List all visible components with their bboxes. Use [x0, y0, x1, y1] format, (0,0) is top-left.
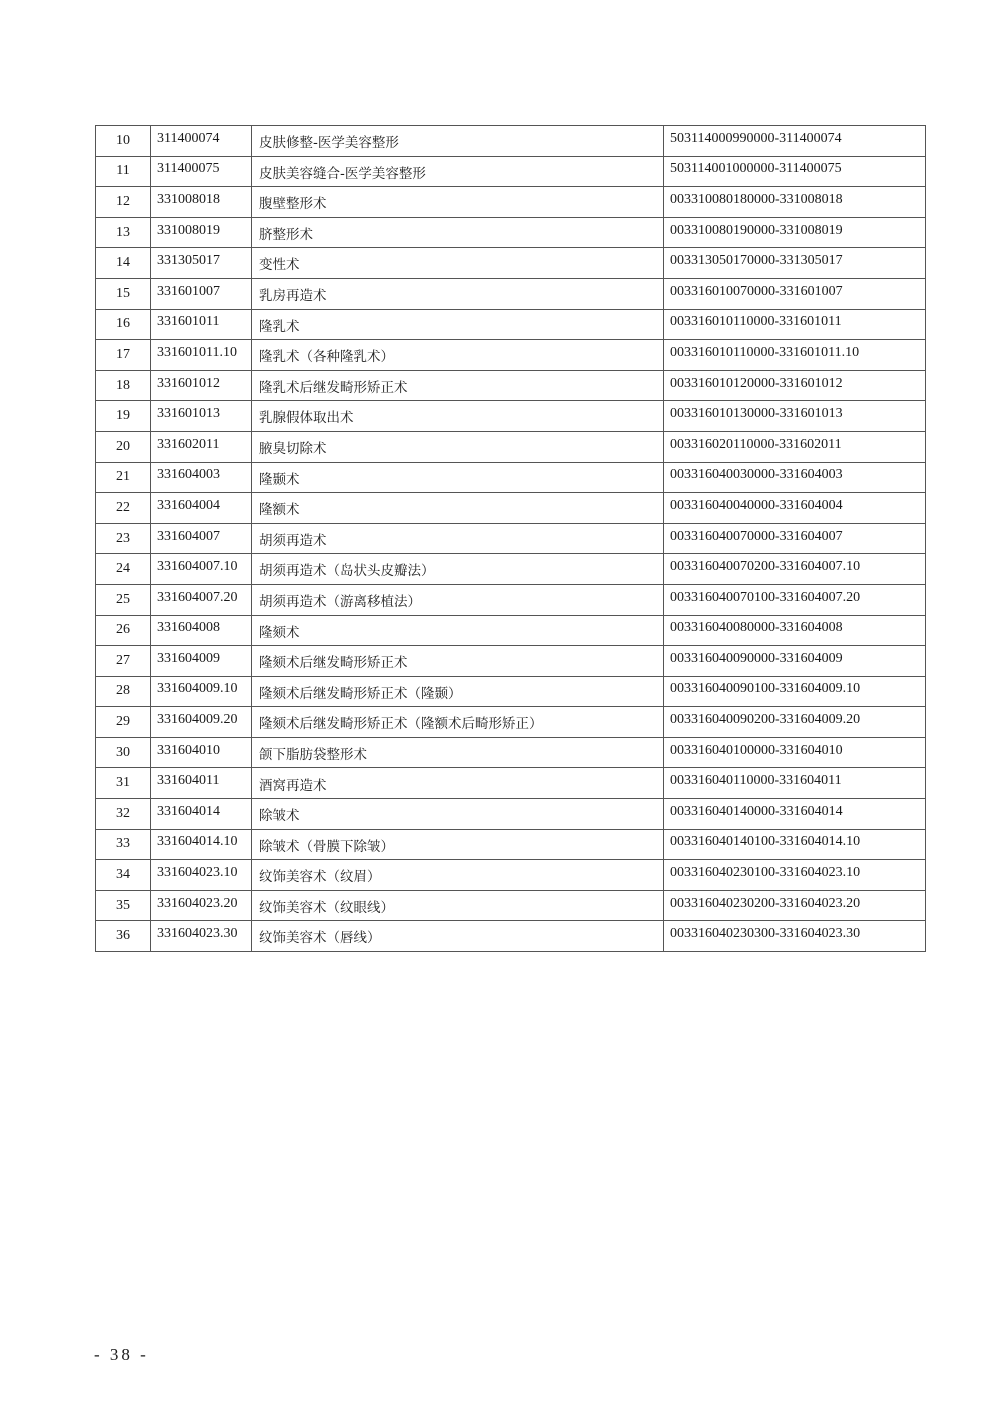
table-row: [96, 829, 926, 860]
item-name-cell: 皮肤美容缝合-医学美容整形: [252, 156, 664, 187]
item-code-cell: 331601012: [151, 370, 252, 401]
item-code-cell: 331604007: [151, 523, 252, 554]
full-code-cell: 503114000990000-311400074: [664, 126, 926, 157]
table-body: [96, 126, 926, 952]
table-row: [96, 799, 926, 830]
row-number-cell: 34: [96, 860, 151, 891]
row-number-cell: 25: [96, 584, 151, 615]
item-name-cell: 隆颞术: [252, 462, 664, 493]
full-code-cell: 003316040040000-331604004: [664, 493, 926, 524]
table-row: [96, 248, 926, 279]
table-row: [96, 737, 926, 768]
full-code-cell: 003310080190000-331008019: [664, 217, 926, 248]
item-name-cell: 腋臭切除术: [252, 431, 664, 462]
item-name-cell: 隆额术: [252, 493, 664, 524]
item-code-cell: 331604023.10: [151, 860, 252, 891]
item-name-cell: 胡须再造术（岛状头皮瓣法）: [252, 554, 664, 585]
item-code-cell: 311400075: [151, 156, 252, 187]
row-number-cell: 24: [96, 554, 151, 585]
item-code-cell: 331604011: [151, 768, 252, 799]
item-code-cell: 331604014.10: [151, 829, 252, 860]
table-row: [96, 278, 926, 309]
item-code-cell: 311400074: [151, 126, 252, 157]
table-row: [96, 462, 926, 493]
full-code-cell: 003316040070000-331604007: [664, 523, 926, 554]
table-row: [96, 921, 926, 952]
full-code-cell: 003316040230200-331604023.20: [664, 890, 926, 921]
item-name-cell: 纹饰美容术（纹眼线）: [252, 890, 664, 921]
table-row: [96, 554, 926, 585]
full-code-cell: 503114001000000-311400075: [664, 156, 926, 187]
item-name-cell: 隆颏术后继发畸形矫正术（隆额术后畸形矫正）: [252, 707, 664, 738]
item-code-cell: 331604010: [151, 737, 252, 768]
item-code-cell: 331305017: [151, 248, 252, 279]
full-code-cell: 003316040230100-331604023.10: [664, 860, 926, 891]
item-name-cell: 乳房再造术: [252, 278, 664, 309]
item-name-cell: 胡须再造术（游离移植法）: [252, 584, 664, 615]
item-code-cell: 331601011: [151, 309, 252, 340]
item-code-cell: 331602011: [151, 431, 252, 462]
row-number-cell: 33: [96, 829, 151, 860]
row-number-cell: 13: [96, 217, 151, 248]
item-name-cell: 隆乳术（各种隆乳术）: [252, 340, 664, 371]
full-code-cell: 003316040140000-331604014: [664, 799, 926, 830]
table-row: [96, 646, 926, 677]
table-row: [96, 584, 926, 615]
full-code-cell: 003316020110000-331602011: [664, 431, 926, 462]
item-name-cell: 纹饰美容术（纹眉）: [252, 860, 664, 891]
full-code-cell: 003316040090200-331604009.20: [664, 707, 926, 738]
full-code-cell: 003316040100000-331604010: [664, 737, 926, 768]
table-row: [96, 860, 926, 891]
row-number-cell: 23: [96, 523, 151, 554]
row-number-cell: 22: [96, 493, 151, 524]
item-name-cell: 隆颏术后继发畸形矫正术: [252, 646, 664, 677]
table-row: [96, 187, 926, 218]
table-row: [96, 615, 926, 646]
item-code-cell: 331604023.20: [151, 890, 252, 921]
item-code-cell: 331604007.20: [151, 584, 252, 615]
item-name-cell: 颌下脂肪袋整形术: [252, 737, 664, 768]
full-code-cell: 003316010070000-331601007: [664, 278, 926, 309]
full-code-cell: 003316040090100-331604009.10: [664, 676, 926, 707]
full-code-cell: 003313050170000-331305017: [664, 248, 926, 279]
table-row: [96, 493, 926, 524]
table-row: [96, 401, 926, 432]
item-code-cell: 331604004: [151, 493, 252, 524]
item-name-cell: 脐整形术: [252, 217, 664, 248]
table-row: [96, 370, 926, 401]
item-name-cell: 皮肤修整-医学美容整形: [252, 126, 664, 157]
item-name-cell: 酒窝再造术: [252, 768, 664, 799]
item-name-cell: 隆乳术后继发畸形矫正术: [252, 370, 664, 401]
page-number: - 38 -: [94, 1345, 149, 1364]
item-code-cell: 331604009.20: [151, 707, 252, 738]
full-code-cell: 003310080180000-331008018: [664, 187, 926, 218]
row-number-cell: 19: [96, 401, 151, 432]
row-number-cell: 31: [96, 768, 151, 799]
row-number-cell: 21: [96, 462, 151, 493]
item-name-cell: 乳腺假体取出术: [252, 401, 664, 432]
item-name-cell: 腹壁整形术: [252, 187, 664, 218]
item-code-cell: 331604009: [151, 646, 252, 677]
item-code-cell: 331601013: [151, 401, 252, 432]
item-name-cell: 除皱术（骨膜下除皱）: [252, 829, 664, 860]
item-code-cell: 331604023.30: [151, 921, 252, 952]
row-number-cell: 35: [96, 890, 151, 921]
table-row: [96, 707, 926, 738]
row-number-cell: 16: [96, 309, 151, 340]
item-code-cell: 331008019: [151, 217, 252, 248]
full-code-cell: 003316040090000-331604009: [664, 646, 926, 677]
item-name-cell: 胡须再造术: [252, 523, 664, 554]
table-row: [96, 890, 926, 921]
full-code-cell: 003316040030000-331604003: [664, 462, 926, 493]
row-number-cell: 10: [96, 126, 151, 157]
item-code-cell: 331601011.10: [151, 340, 252, 371]
full-code-cell: 003316040080000-331604008: [664, 615, 926, 646]
table-row: [96, 156, 926, 187]
full-code-cell: 003316010130000-331601013: [664, 401, 926, 432]
full-code-cell: 003316040070200-331604007.10: [664, 554, 926, 585]
procedure-table: [95, 125, 926, 952]
row-number-cell: 32: [96, 799, 151, 830]
row-number-cell: 18: [96, 370, 151, 401]
full-code-cell: 003316010110000-331601011: [664, 309, 926, 340]
item-code-cell: 331604014: [151, 799, 252, 830]
row-number-cell: 30: [96, 737, 151, 768]
item-code-cell: 331604008: [151, 615, 252, 646]
table-row: [96, 126, 926, 157]
row-number-cell: 29: [96, 707, 151, 738]
row-number-cell: 14: [96, 248, 151, 279]
table-row: [96, 768, 926, 799]
item-name-cell: 除皱术: [252, 799, 664, 830]
full-code-cell: 003316040140100-331604014.10: [664, 829, 926, 860]
row-number-cell: 26: [96, 615, 151, 646]
full-code-cell: 003316040230300-331604023.30: [664, 921, 926, 952]
full-code-cell: 003316010120000-331601012: [664, 370, 926, 401]
table-row: [96, 309, 926, 340]
row-number-cell: 15: [96, 278, 151, 309]
table-row: [96, 217, 926, 248]
row-number-cell: 36: [96, 921, 151, 952]
table-row: [96, 523, 926, 554]
row-number-cell: 28: [96, 676, 151, 707]
row-number-cell: 12: [96, 187, 151, 218]
item-name-cell: 变性术: [252, 248, 664, 279]
table-row: [96, 431, 926, 462]
item-name-cell: 隆颏术后继发畸形矫正术（隆颞）: [252, 676, 664, 707]
table-row: [96, 340, 926, 371]
item-name-cell: 隆乳术: [252, 309, 664, 340]
item-name-cell: 隆颏术: [252, 615, 664, 646]
row-number-cell: 27: [96, 646, 151, 677]
row-number-cell: 11: [96, 156, 151, 187]
full-code-cell: 003316040070100-331604007.20: [664, 584, 926, 615]
item-name-cell: 纹饰美容术（唇线）: [252, 921, 664, 952]
full-code-cell: 003316040110000-331604011: [664, 768, 926, 799]
item-code-cell: 331601007: [151, 278, 252, 309]
item-code-cell: 331008018: [151, 187, 252, 218]
row-number-cell: 20: [96, 431, 151, 462]
table-row: [96, 676, 926, 707]
item-code-cell: 331604007.10: [151, 554, 252, 585]
row-number-cell: 17: [96, 340, 151, 371]
item-code-cell: 331604009.10: [151, 676, 252, 707]
full-code-cell: 003316010110000-331601011.10: [664, 340, 926, 371]
item-code-cell: 331604003: [151, 462, 252, 493]
